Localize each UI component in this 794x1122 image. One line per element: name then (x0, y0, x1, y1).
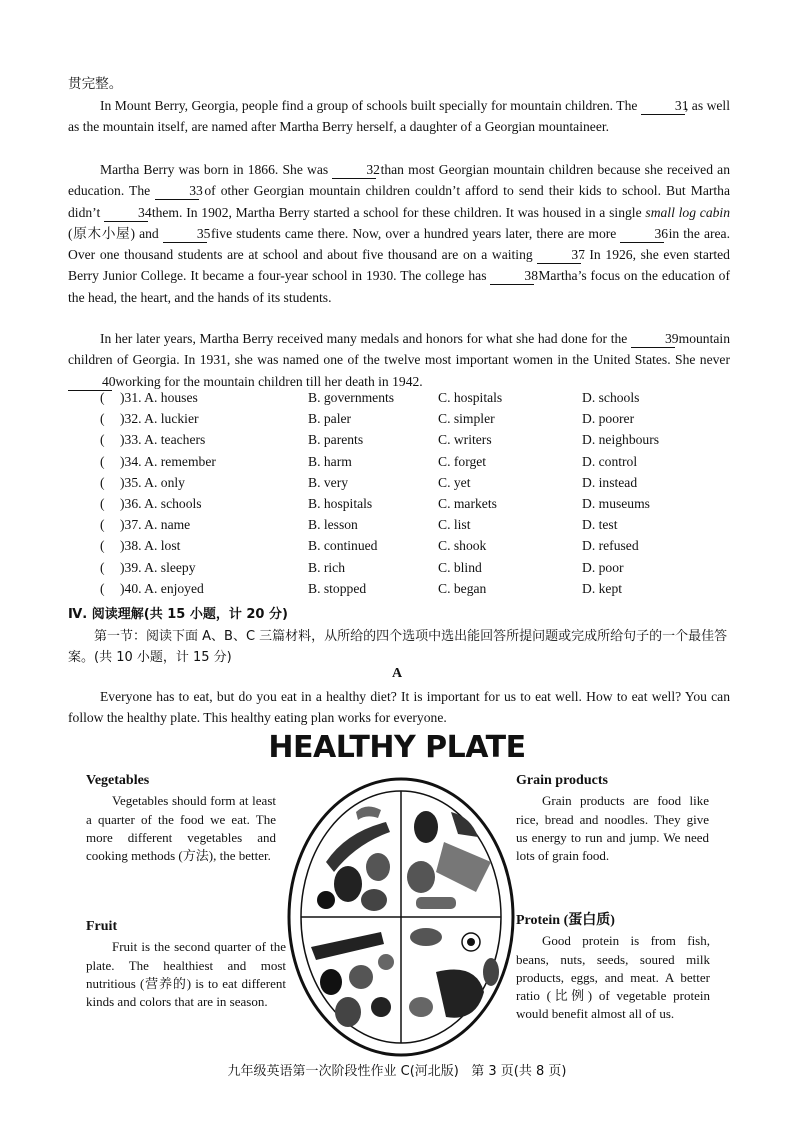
vegetables-box (86, 772, 276, 865)
protein-heading: Protein (蛋白质) (516, 913, 615, 928)
footer-page-number: 第 3 页(共 8 页) (471, 1064, 567, 1079)
blank-31[interactable]: 31 (641, 98, 685, 115)
passage-letter: A (391, 666, 403, 681)
fruit-heading: Fruit (86, 919, 118, 934)
protein-box (516, 912, 710, 1024)
intro-tail: 贯完整。 (68, 76, 123, 92)
footer-title: 九年级英语第一次阶段性作业 C(河北版) (227, 1064, 459, 1079)
question-row: ( )31. A. houses B. governments C. hospitals D. schools (100, 390, 640, 405)
vegetables-text: Vegetables should form at least a quarter of the food we eat. The more different vegetables and cooking methods (方法), the better. (86, 793, 276, 864)
fruit-box (86, 918, 286, 1011)
options-list (68, 390, 730, 602)
section-instructions: 第一节：阅读下面 A、B、C 三篇材料，从所给的四个选项中选出能回答所提问题或完成所给句子的一个最佳答案。(共 10 小题，计 15 分) (68, 629, 728, 666)
question-row: ( )34. A. remember B. harm C. forget D. control (100, 453, 638, 469)
fruit-text: Fruit is the second quarter of the plate. The healthiest and most nutritious (营养的) is to eat different kinds and colors that are in season. (86, 939, 286, 1010)
vegetables-heading: Vegetables (86, 773, 150, 788)
question-row: ( )36. A. schools B. hospitals C. markets D. museums (100, 495, 650, 511)
page-footer (0, 1060, 794, 1079)
question-row: ( )33. A. teachers B. parents C. writers D. neighbours (100, 432, 660, 448)
healthy-plate-illustration (286, 772, 516, 1062)
question-row: ( )37. A. name B. lesson C. list D. test (100, 517, 618, 533)
grain-box (516, 772, 709, 865)
grain-heading: Grain products (516, 773, 608, 788)
blank-36[interactable]: 36 (620, 226, 664, 243)
blank-33[interactable]: 33 (155, 183, 199, 200)
blank-34[interactable]: 34 (104, 205, 148, 222)
question-row: ( )38. A. lost B. continued C. shook D. refused (100, 538, 639, 554)
passage-paragraph-3: In her later years, Martha Berry received many medals and honors for what she had done for the 39 mountain children of Georgia. In 1931, she was named one of the twelve most important women in the United States. She never 40 working for the mountain children till her death in 1942. (68, 331, 730, 389)
question-row: ( )35. A. only B. very C. yet D. instead (100, 474, 638, 490)
blank-32[interactable]: 32 (332, 162, 376, 179)
blank-35[interactable]: 35 (163, 226, 207, 243)
section-heading: Ⅳ. 阅读理解(共 15 小题，计 20 分) (68, 607, 288, 622)
blank-38[interactable]: 38 (490, 268, 534, 285)
blank-40[interactable]: 40 (68, 374, 112, 391)
passage-paragraph-1: In Mount Berry, Georgia, people find a group of schools built specially for mountain children. The 31, as well as the mountain itself, are named after Martha Berry herself, a daughter of a Georgian mountaineer. (68, 98, 730, 135)
question-row: ( )32. A. luckier B. paler C. simpler D. poorer (100, 411, 635, 427)
protein-text: Good protein is from fish, beans, nuts, seeds, soured milk products, eggs, and meat. A better ratio (比例) of vegetable protein would benefit almost all of us. (516, 933, 710, 1022)
grain-text: Grain products are food like rice, bread and noodles. They give us energy to run and jump. We need lots of grain food. (516, 793, 709, 864)
blank-37[interactable]: 37 (537, 247, 581, 264)
passage-paragraph-2: Martha Berry was born in 1866. She was 32 than most Georgian mountain children because she received an education. The 33 of other Georgian mountain children couldn’t afford to send their kids to school. But Martha didn’t 34 them. In 1902, Martha Berry started a school for these children. It was housed in a single small log cabin (原木小屋) and 35 five students came there. Now, over a hundred years later, there are more 36 in the area. Over one thousand students are at school and about five thousand are on a waiting 37. In 1926, she even started Berry Junior College. It became a four-year school in 1930. The college has 38 Martha’s focus on the education of the head, the heart, and the hands of its students. (68, 162, 731, 305)
question-row: ( )40. A. enjoyed B. stopped C. began D. kept (100, 580, 623, 596)
blank-39[interactable]: 39 (631, 331, 675, 348)
reading-intro: Everyone has to eat, but do you eat in a healthy diet? It is important for us to eat well. How to eat well? You can follow the healthy plate. This healthy eating plan works for everyone. (68, 689, 730, 726)
plate-title: HEALTHY PLATE (268, 730, 526, 765)
question-row: ( )39. A. sleepy B. rich C. blind D. poor (100, 559, 624, 575)
